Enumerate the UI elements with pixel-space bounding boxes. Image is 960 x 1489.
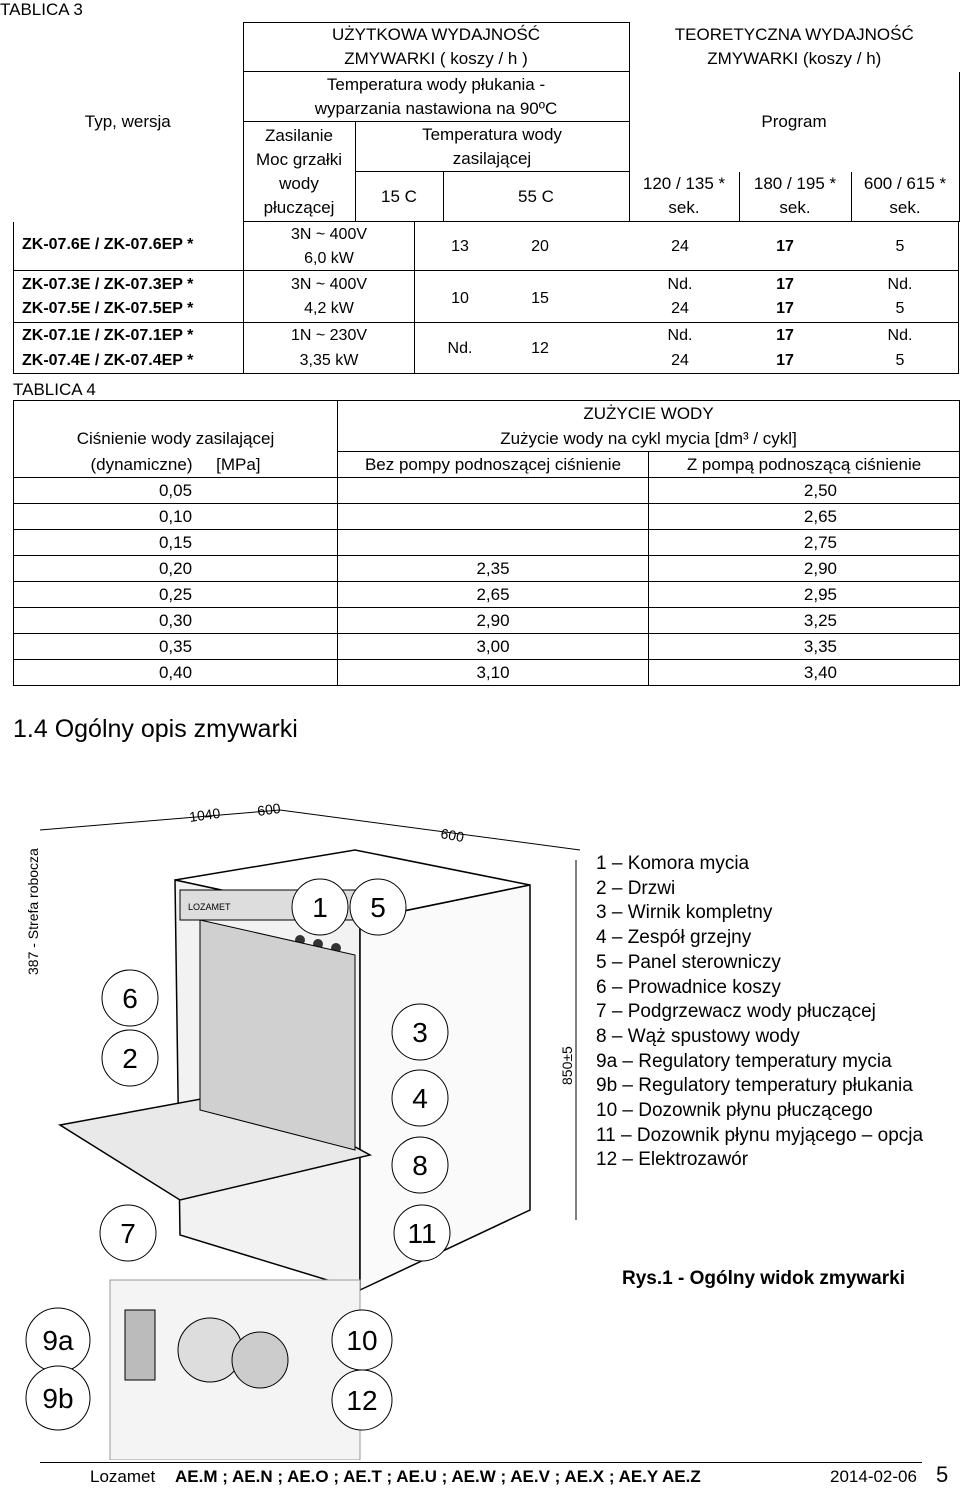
hdr-feed-line1: Temperatura wody (422, 124, 562, 144)
t3-row4-p3: Nd. (887, 327, 913, 344)
t3-row5-power: 3,35 kW (299, 352, 359, 369)
section-title: 1.4 Ogólny opis zmywarki (13, 715, 298, 743)
t4-corner (14, 401, 338, 427)
t4-cell-pressure: 0,10 (14, 504, 338, 530)
t4-cell-pressure: 0,40 (14, 660, 338, 686)
hdr-supply-line1: Zasilanie (264, 125, 334, 145)
t4-body (14, 478, 960, 686)
hdr-15c: 15 C (355, 172, 443, 222)
hdr-theor (629, 23, 959, 72)
t3-row1-power: 6,0 kW (304, 250, 354, 267)
hdr-type-text: Typ, wersja (84, 112, 171, 131)
figure-caption: Rys.1 - Ogólny widok zmywarki (622, 1268, 905, 1289)
t4-cell-no_pump: 2,90 (338, 608, 649, 634)
hdr-prog2 (739, 172, 851, 222)
hdr-supply-line2: Moc grzałki wody (256, 149, 342, 193)
work-zone-label: 387 - Strefa robocza (25, 848, 41, 975)
callout-2: 2 (122, 1043, 138, 1074)
callout-12: 12 (346, 1385, 378, 1416)
figure-legend (596, 852, 923, 1173)
t4-cell-pump: 2,50 (649, 478, 960, 504)
callout-5: 5 (370, 892, 386, 923)
t4-row (14, 530, 960, 556)
t3-row3-power: 4,2 kW (304, 300, 354, 317)
t4-hdr-dynamic: (dynamiczne) (90, 454, 193, 474)
t4-cell-pump: 3,40 (649, 660, 960, 686)
legend-item: 9a – Regulatory temperatury mycia (596, 1050, 892, 1072)
t3-grp3-t55: 12 (531, 340, 549, 357)
t4-cell-no_pump: 2,35 (338, 556, 649, 582)
legend-item: 8 – Wąż spustowy wody (596, 1025, 800, 1047)
footer-company: Lozamet (90, 1467, 156, 1486)
callout-9a: 9a (42, 1325, 74, 1356)
t3-row3-p2: 17 (776, 300, 794, 317)
hdr-55c: 55 C (443, 172, 629, 222)
hdr-rinse-line1: Temperatura wody płukania - (326, 74, 546, 94)
t4-cell-no_pump: 2,65 (338, 582, 649, 608)
hdr-type (13, 23, 243, 222)
t3-row4-p2: 17 (776, 327, 794, 344)
t3-row1-t55: 20 (531, 238, 549, 255)
hdr-feed-line2: zasilającej (452, 148, 532, 168)
hdr-supply-line3: płuczącej (263, 197, 335, 217)
t3-row2-p3: Nd. (887, 276, 913, 293)
legend-item: 7 – Podgrzewacz wody płuczącej (596, 1001, 876, 1023)
dim-1040: 1040 (188, 804, 222, 825)
footer (40, 1462, 922, 1486)
prog3-b: sek. (889, 198, 921, 218)
legend-item: 2 – Drzwi (596, 877, 676, 899)
legend-item: 6 – Prowadnice koszy (596, 976, 781, 998)
t3-row-divider-1 (13, 270, 959, 271)
t4-cell-pump: 2,95 (649, 582, 960, 608)
legend-item: 11 – Dozownik płynu myjącego – opcja (596, 1124, 924, 1146)
hdr-rinse-temp (243, 72, 629, 122)
dim-600a: 600 (256, 799, 282, 819)
t4-row (14, 556, 960, 582)
t4-cell-pump: 3,35 (649, 634, 960, 660)
page-number: 5 (936, 1462, 949, 1487)
t4-row (14, 608, 960, 634)
t3-grp2-t15: 10 (451, 290, 469, 307)
t4-cell-no_pump (338, 530, 649, 556)
hdr-theor-line1: TEORETYCZNA WYDAJNOŚĆ (674, 25, 914, 44)
prog3-a: 600 / 615 * (863, 174, 947, 194)
t4-cell-pressure: 0,20 (14, 556, 338, 582)
t3-row1-p1: 24 (671, 238, 689, 255)
t4-cell-no_pump: 3,00 (338, 634, 649, 660)
t4-cell-pump: 2,65 (649, 504, 960, 530)
legend-item: 5 – Panel sterowniczy (596, 951, 781, 973)
table-3 (13, 22, 960, 222)
t3-row5-p3: 5 (895, 352, 905, 369)
t3-row2-p2: 17 (776, 276, 794, 293)
hdr-program: Program (629, 72, 959, 172)
hdr-prog1 (629, 172, 739, 222)
legend-item: 10 – Dozownik płynu płuczącego (596, 1100, 873, 1122)
prog1-a: 120 / 135 * (642, 174, 726, 194)
dim-850: 850±5 (559, 1046, 575, 1085)
t3-row3-type: ZK-07.5E / ZK-07.5EP * (22, 300, 194, 317)
table3-label: TABLICA 3 (0, 0, 83, 19)
t3-row4-supply: 1N ~ 230V (290, 327, 368, 344)
t3-row2-type: ZK-07.3E / ZK-07.3EP * (22, 276, 194, 293)
t3-row5-p2: 17 (776, 352, 794, 369)
t4-row (14, 634, 960, 660)
prog1-b: sek. (668, 198, 700, 218)
panel-brand: LOZAMET (188, 902, 231, 912)
dim-600b: 600 (439, 825, 466, 846)
t3-col-div-b (414, 222, 415, 374)
callout-4: 4 (412, 1083, 428, 1114)
t4-row (14, 582, 960, 608)
t4-cell-no_pump: 3,10 (338, 660, 649, 686)
callout-11: 11 (407, 1218, 437, 1249)
t3-row1-t15: 13 (451, 238, 469, 255)
hdr-supply (243, 122, 355, 222)
legend-item: 3 – Wirnik kompletny (596, 902, 773, 924)
t4-cell-no_pump (338, 504, 649, 530)
t4-hdr-no-pump: Bez pompy podnoszącej ciśnienie (338, 452, 649, 478)
footer-date: 2014-02-06 (830, 1467, 917, 1486)
t4-title: ZUŻYCIE WODY (338, 401, 960, 427)
legend-item: 1 – Komora mycia (596, 853, 750, 874)
legend-item: 4 – Zespół grzejny (596, 927, 752, 949)
t3-row4-type: ZK-07.1E / ZK-07.1EP * (22, 327, 194, 344)
hdr-prog3 (851, 172, 959, 222)
callout-10: 10 (346, 1325, 378, 1356)
callout-8: 8 (412, 1150, 428, 1181)
callout-6: 6 (122, 983, 138, 1014)
hdr-useful-line1: UŻYTKOWA WYDAJNOŚĆ (331, 25, 541, 44)
prog2-b: sek. (779, 198, 811, 218)
table-4 (13, 400, 960, 686)
table4-label: TABLICA 4 (13, 380, 96, 399)
t4-cell-pump: 2,75 (649, 530, 960, 556)
t4-cell-pump: 2,90 (649, 556, 960, 582)
t4-row (14, 504, 960, 530)
t3-row4-p1: Nd. (667, 327, 693, 344)
hdr-feed-temp (355, 122, 629, 172)
hdr-useful (243, 23, 629, 72)
t4-cell-no_pump (338, 478, 649, 504)
hdr-theor-line2: ZMYWARKI (koszy / h) (707, 49, 882, 68)
footer-codes: AE.M ; AE.N ; AE.O ; AE.T ; AE.U ; AE.W ; AE.V ; AE.X ; AE.Y AE.Z (175, 1467, 701, 1486)
callout-3: 3 (412, 1017, 428, 1048)
t4-cell-pump: 3,25 (649, 608, 960, 634)
t3-row5-type: ZK-07.4E / ZK-07.4EP * (22, 352, 194, 369)
t4-hdr-pressure-2 (14, 452, 338, 478)
t4-hdr-pump: Z pompą podnoszącą ciśnienie (649, 452, 960, 478)
t3-grp3-t15: Nd. (447, 340, 473, 357)
legend-item: 9b – Regulatory temperatury płukania (596, 1075, 913, 1097)
t3-row5-p1: 24 (671, 352, 689, 369)
t3-row2-p1: Nd. (667, 276, 693, 293)
prog2-a: 180 / 195 * (753, 174, 837, 194)
t3-row3-p1: 24 (671, 300, 689, 317)
callout-1: 1 (312, 892, 328, 923)
t4-cell-pressure: 0,25 (14, 582, 338, 608)
callout-9b: 9b (42, 1383, 74, 1414)
dishwasher-figure (0, 790, 600, 1460)
t3-row2-supply: 3N ~ 400V (290, 276, 368, 293)
t3-grp2-t55: 15 (531, 290, 549, 307)
t3-row1-p3: 5 (895, 238, 905, 255)
hdr-useful-line2: ZMYWARKI ( koszy / h ) (344, 49, 528, 68)
t3-row3-p3: 5 (895, 300, 905, 317)
t4-cell-pressure: 0,35 (14, 634, 338, 660)
t4-cell-pressure: 0,05 (14, 478, 338, 504)
legend-item: 12 – Elektrozawór (596, 1149, 749, 1171)
t3-row1-type: ZK-07.6E / ZK-07.6EP * (22, 236, 194, 253)
hdr-rinse-line2: wyparzania nastawiona na 90ºC (314, 98, 558, 118)
t4-hdr-pressure-1: Ciśnienie wody zasilającej (14, 426, 338, 452)
t4-row (14, 478, 960, 504)
callout-7: 7 (120, 1218, 136, 1249)
t3-row1-supply: 3N ~ 400V (290, 226, 368, 243)
t3-row-divider-2 (13, 322, 959, 323)
t4-row (14, 660, 960, 686)
t3-row1-p2: 17 (776, 238, 794, 255)
t4-cell-pressure: 0,15 (14, 530, 338, 556)
t4-hdr-consumption: Zużycie wody na cykl mycia [dm³ / cykl] (338, 426, 960, 452)
t4-cell-pressure: 0,30 (14, 608, 338, 634)
t4-hdr-unit: [MPa] (216, 454, 261, 474)
